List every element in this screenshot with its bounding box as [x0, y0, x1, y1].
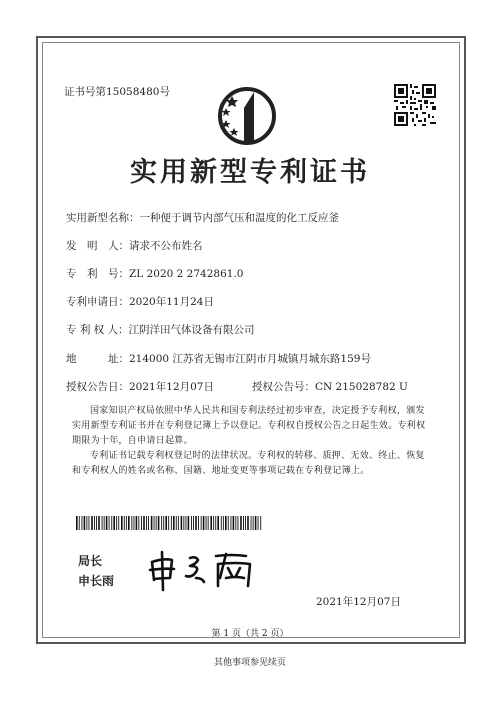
address-row [66, 351, 371, 366]
address-label: 地 址： [66, 353, 129, 365]
patent-number-label: 专 利 号： [66, 268, 129, 280]
inventor-label: 发 明 人： [66, 240, 129, 252]
patent-number-value: ZL 2020 2 2742861.0 [129, 268, 244, 280]
sign-date: 2021年12月07日 [316, 596, 401, 608]
grant-date-label: 授权公告日： [66, 381, 129, 393]
grant-number-row [252, 379, 408, 394]
certificate-title: 实用新型专利证书 [130, 157, 370, 188]
patent-number-row [66, 266, 243, 281]
inventor-row [66, 238, 203, 253]
footer-note: 其他事项参见续页 [213, 658, 286, 668]
page-indicator: 第 1 页（共 2 页） [211, 629, 289, 639]
signatory-name: 申长雨 [78, 574, 115, 588]
utility-model-name-label: 实用新型名称： [66, 212, 140, 224]
patentee-label: 专 利 权 人： [66, 324, 129, 336]
filing-date-label: 专利申请日： [66, 296, 129, 308]
barcode-icon [76, 516, 262, 530]
filing-date-row [66, 294, 214, 309]
grant-date-value: 2021年12月07日 [129, 381, 214, 393]
patentee-row [66, 322, 255, 337]
grant-date-row [66, 379, 214, 394]
signatory-title: 局长 [78, 554, 103, 568]
certificate-number: 证书号第15058480号 [64, 86, 170, 98]
filing-date-value: 2020年11月24日 [129, 296, 214, 308]
address-value: 214000 江苏省无锡市江阴市月城镇月城东路159号 [129, 353, 371, 365]
utility-model-name-value: 一种便于调节内部气压和温度的化工反应釜 [139, 212, 339, 224]
utility-model-name-row [66, 210, 339, 225]
grant-number-label: 授权公告号： [252, 381, 315, 393]
inventor-value: 请求不公布姓名 [129, 240, 203, 252]
qr-code-icon [394, 84, 436, 126]
grant-number-value: CN 215028782 U [315, 381, 408, 393]
legal-status-paragraph: 专利证书记载专利权登记时的法律状况。专利权的转移、质押、无效、终止、恢复和专利权人的姓名或名称、国籍、地址变更等事项记载在专利登记簿上。 [72, 451, 425, 476]
handwritten-signature-icon [146, 548, 258, 592]
grant-statement-paragraph: 国家知识产权局依照中华人民共和国专利法经过初步审查，决定授予专利权，颁发实用新型专利证书并在专利登记簿上予以登记。专利权自授权公告之日起生效。专利权期限为十年，自申请日起算。 [72, 406, 426, 446]
patent-office-emblem-icon [214, 82, 280, 146]
patentee-value: 江阴洋田气体设备有限公司 [128, 324, 255, 336]
